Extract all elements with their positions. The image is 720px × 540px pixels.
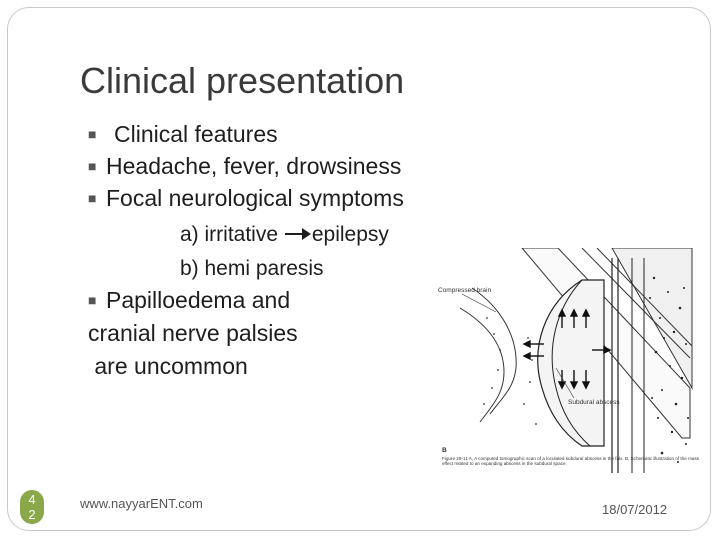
- bullet-continuation: cranial nerve palsies: [88, 320, 298, 346]
- bullet-text: Focal neurological symptoms: [106, 185, 404, 211]
- bullet-clinical-features: [88, 121, 278, 148]
- bullet-text: Papilloedema and: [106, 287, 291, 313]
- square-bullet-icon: ■: [88, 158, 97, 174]
- page-number-digit: 4: [28, 492, 36, 507]
- sub-item-text: a) irritative: [180, 223, 284, 246]
- bullet-headache: [88, 153, 401, 180]
- bullet-papilloedema: [88, 287, 290, 314]
- square-bullet-icon: ■: [88, 190, 97, 206]
- bullet-continuation: are uncommon: [88, 353, 248, 379]
- subdural-abscess-figure: [432, 248, 702, 476]
- abscess-region: [538, 280, 604, 446]
- bullet-text: Clinical features: [114, 121, 278, 147]
- figure-label-brain: Compressed brain: [438, 287, 492, 294]
- slide-title: Clinical presentation: [80, 60, 405, 101]
- bullet-focal: [88, 185, 404, 212]
- sub-item-hemiparesis: b) hemi paresis: [180, 257, 324, 280]
- square-bullet-icon: ■: [88, 292, 97, 308]
- right-arrow-icon: [284, 226, 312, 242]
- bullet-text: Headache, fever, drowsiness: [106, 153, 402, 179]
- square-bullet-icon: ■: [88, 126, 97, 142]
- sub-item-irritative: [180, 223, 389, 247]
- footer-website: www.nayyarENT.com: [80, 496, 203, 511]
- figure-caption: Figure 29-11 A, A computed tomographic scan of a loculated subdural abscess in the falx. B, Schematic illustration of the mass effect related to an expanding abscess in the subdural space.: [442, 456, 700, 467]
- page-number-digit: 2: [28, 507, 36, 522]
- footer-date: 18/07/2012: [602, 502, 668, 517]
- figure-label-abscess: Subdural abscess: [568, 399, 620, 406]
- sub-item-text: epilepsy: [311, 223, 389, 246]
- figure-label-b: B: [442, 447, 447, 454]
- page-number-badge: [20, 490, 44, 524]
